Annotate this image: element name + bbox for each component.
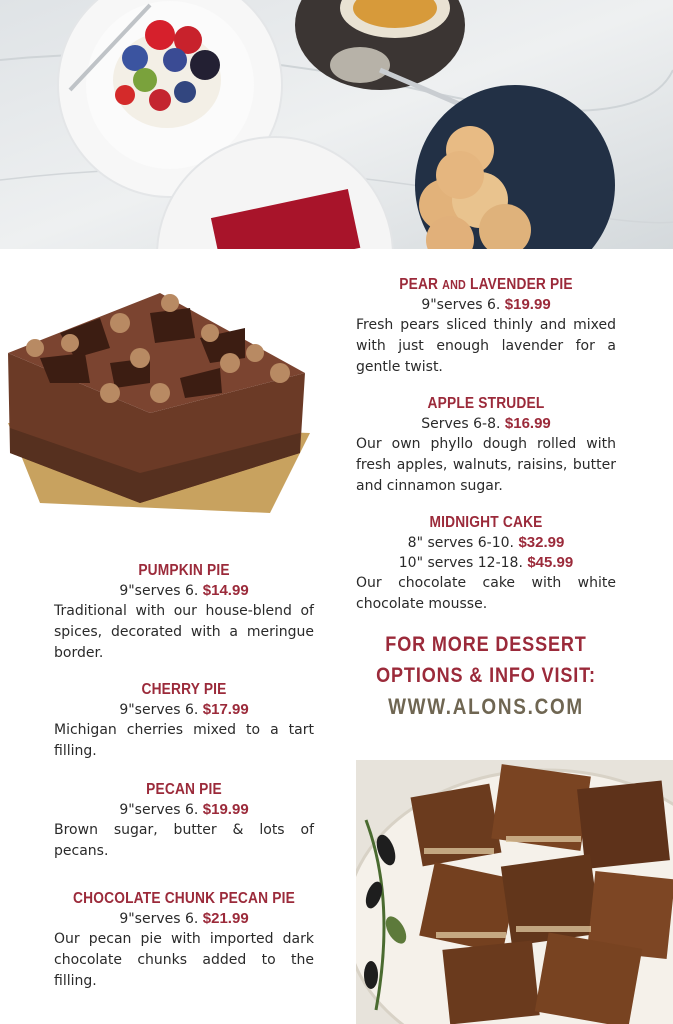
item-serves: 9"serves 6. bbox=[119, 802, 199, 818]
item-price: $19.99 bbox=[202, 801, 249, 818]
item-price: $32.99 bbox=[518, 534, 565, 551]
item-description: Brown sugar, butter & lots of pecans. bbox=[54, 822, 314, 859]
menu-item-pear-lavender-pie bbox=[356, 275, 616, 378]
website-link[interactable]: WWW.ALONS.COM bbox=[388, 694, 584, 719]
item-description: Our own phyllo dough rolled with fresh apples, walnuts, raisins, butter and cinnamon sugar. bbox=[356, 436, 616, 494]
item-serves: 9"serves 6. bbox=[119, 583, 199, 599]
right-menu-column bbox=[356, 275, 616, 723]
item-title: PEAR AND LAVENDER PIE bbox=[399, 276, 573, 293]
item-price: $16.99 bbox=[504, 415, 551, 432]
item-serves: 9"serves 6. bbox=[119, 702, 199, 718]
item-serves-large: 10" serves 12-18. bbox=[398, 555, 523, 571]
item-serves: Serves 6-8. bbox=[421, 416, 501, 432]
item-title: PUMPKIN PIE bbox=[138, 562, 230, 579]
item-serves: 8" serves 6-10. bbox=[407, 535, 514, 551]
item-title: MIDNIGHT CAKE bbox=[429, 514, 543, 531]
menu-item-chocolate-chunk-pecan-pie bbox=[54, 889, 314, 992]
cta-line-1: FOR MORE DESSERT bbox=[385, 633, 587, 656]
item-serves: 9"serves 6. bbox=[119, 911, 199, 927]
item-price: $14.99 bbox=[202, 582, 249, 599]
menu-item-midnight-cake bbox=[356, 513, 616, 615]
left-menu-column bbox=[54, 561, 314, 992]
item-description: Fresh pears sliced thinly and mixed with just enough lavender for a gentle twist. bbox=[356, 317, 616, 375]
item-description: Our chocolate cake with white chocolate mousse. bbox=[356, 575, 616, 612]
cta-block bbox=[356, 629, 616, 723]
item-price-large: $45.99 bbox=[527, 554, 574, 571]
item-serves: 9"serves 6. bbox=[421, 297, 501, 313]
item-title: CHERRY PIE bbox=[141, 681, 227, 698]
cta-line-2: OPTIONS & INFO VISIT: bbox=[376, 664, 596, 687]
item-description: Our pecan pie with imported dark chocolate chunks added to the filling. bbox=[54, 931, 314, 989]
menu-item-pecan-pie bbox=[54, 780, 314, 862]
item-title: CHOCOLATE CHUNK PECAN PIE bbox=[73, 890, 295, 907]
item-price: $19.99 bbox=[504, 296, 551, 313]
pecan-bars-photo bbox=[356, 760, 673, 1024]
chocolate-mousse-cake-photo bbox=[0, 263, 316, 535]
item-description: Traditional with our house-blend of spices, decorated with a meringue border. bbox=[54, 603, 314, 661]
menu-item-apple-strudel bbox=[356, 394, 616, 497]
item-title: PECAN PIE bbox=[146, 781, 222, 798]
item-description: Michigan cherries mixed to a tart filling. bbox=[54, 722, 314, 759]
item-price: $21.99 bbox=[202, 910, 249, 927]
item-title: APPLE STRUDEL bbox=[427, 395, 545, 412]
item-price: $17.99 bbox=[202, 701, 249, 718]
menu-item-cherry-pie bbox=[54, 680, 314, 762]
menu-item-pumpkin-pie bbox=[54, 561, 314, 664]
top-dessert-photo bbox=[0, 0, 673, 249]
